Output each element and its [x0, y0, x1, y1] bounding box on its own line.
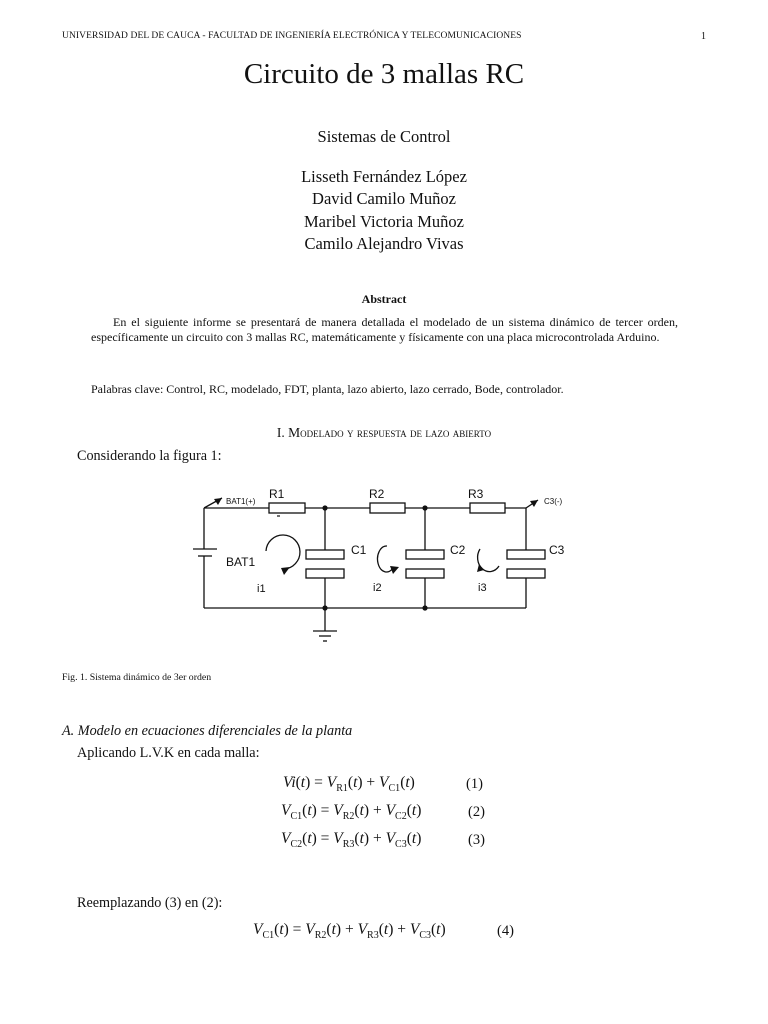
section-intro: Considerando la figura 1:	[77, 448, 222, 464]
label-bat1-probe: BAT1(+)	[226, 497, 256, 506]
capacitor-c1-bottom	[306, 569, 344, 578]
author-name: Camilo Alejandro Vivas	[304, 233, 464, 253]
abstract-body	[91, 315, 678, 345]
label-i2: i2	[373, 582, 382, 594]
equation-number: (4)	[497, 923, 514, 939]
subsection-title: A. Modelo en ecuaciones diferenciales de la planta	[62, 723, 353, 739]
subsection-intro: Aplicando L.V.K en cada malla:	[77, 745, 260, 761]
equation-3: $V_{C2}(t) = V_{R3}(t) + V_{C3}(t)$	[281, 830, 422, 851]
author-list	[0, 166, 768, 255]
abstract-text: En el siguiente informe se presentará de manera detallada el modelado de un sistema dinámico de tercer orden, específicamente un circuito con 3 mallas RC, matemáticamente y físicamente con una placa microcontrolada Arduino.	[91, 315, 678, 345]
equation-number: (3)	[468, 832, 485, 848]
author-name: David Camilo Muñoz	[312, 189, 456, 209]
section-number: I.	[276, 425, 285, 440]
page-number: 1	[701, 31, 706, 42]
label-r3: R3	[468, 488, 484, 501]
figure-caption: Fig. 1. Sistema dinámico de 3er orden	[62, 672, 212, 683]
arrow-i3	[477, 564, 484, 572]
capacitor-c1-top	[306, 550, 344, 559]
mesh-current-i2-loop	[378, 546, 393, 572]
capacitor-c2-bottom	[406, 569, 444, 578]
circuit-figure	[180, 488, 580, 654]
label-c3-probe: C3(-)	[544, 497, 563, 506]
equation-2: $V_{C1}(t) = V_{R2}(t) + V_{C2}(t)$	[281, 802, 422, 823]
capacitor-c2-top	[406, 550, 444, 559]
equation-number: (2)	[468, 804, 485, 820]
equation-number: (1)	[466, 776, 483, 792]
running-header: UNIVERSIDAD DEL DE CAUCA - FACULTAD DE INGENIERÍA ELECTRÓNICA Y TELECOMUNICACIONES	[62, 31, 522, 41]
mesh-current-i1-loop	[266, 535, 300, 569]
author-name: Lisseth Fernández López	[301, 167, 467, 186]
paper-subtitle: Sistemas de Control	[317, 127, 451, 146]
resistor-r3	[470, 503, 505, 513]
label-r1: R1	[269, 488, 285, 501]
replacing-text: Reemplazando (3) en (2):	[77, 895, 223, 911]
label-i3: i3	[478, 582, 487, 594]
equation-1: $Vi(t) = V_{R1}(t) + V_{C1}(t)$	[283, 774, 415, 795]
author-name: Maribel Victoria Muñoz	[304, 211, 464, 231]
paper-title: Circuito de 3 mallas RC	[243, 58, 525, 90]
arrow-i1	[281, 567, 290, 575]
label-c3: C3	[549, 543, 565, 557]
label-r2: R2	[369, 488, 385, 501]
label-bat1: BAT1	[226, 555, 256, 569]
label-c2: C2	[450, 543, 466, 557]
label-c1: C1	[351, 543, 367, 557]
keywords: Palabras clave: Control, RC, modelado, FDT, planta, lazo abierto, lazo cerrado, Bode, controlador.	[91, 382, 564, 396]
capacitor-c3-bottom	[507, 569, 545, 578]
capacitor-c3-top	[507, 550, 545, 559]
resistor-r2	[370, 503, 405, 513]
equation-4: $V_{C1}(t) = V_{R2}(t) + V_{R3}(t) + V_{C3}(t)$	[253, 921, 446, 942]
resistor-r1	[269, 503, 305, 513]
section-heading	[0, 425, 768, 441]
label-i1: i1	[257, 583, 266, 595]
section-title: Modelado y respuesta de lazo abierto	[288, 425, 492, 440]
abstract-heading: Abstract	[361, 292, 407, 306]
